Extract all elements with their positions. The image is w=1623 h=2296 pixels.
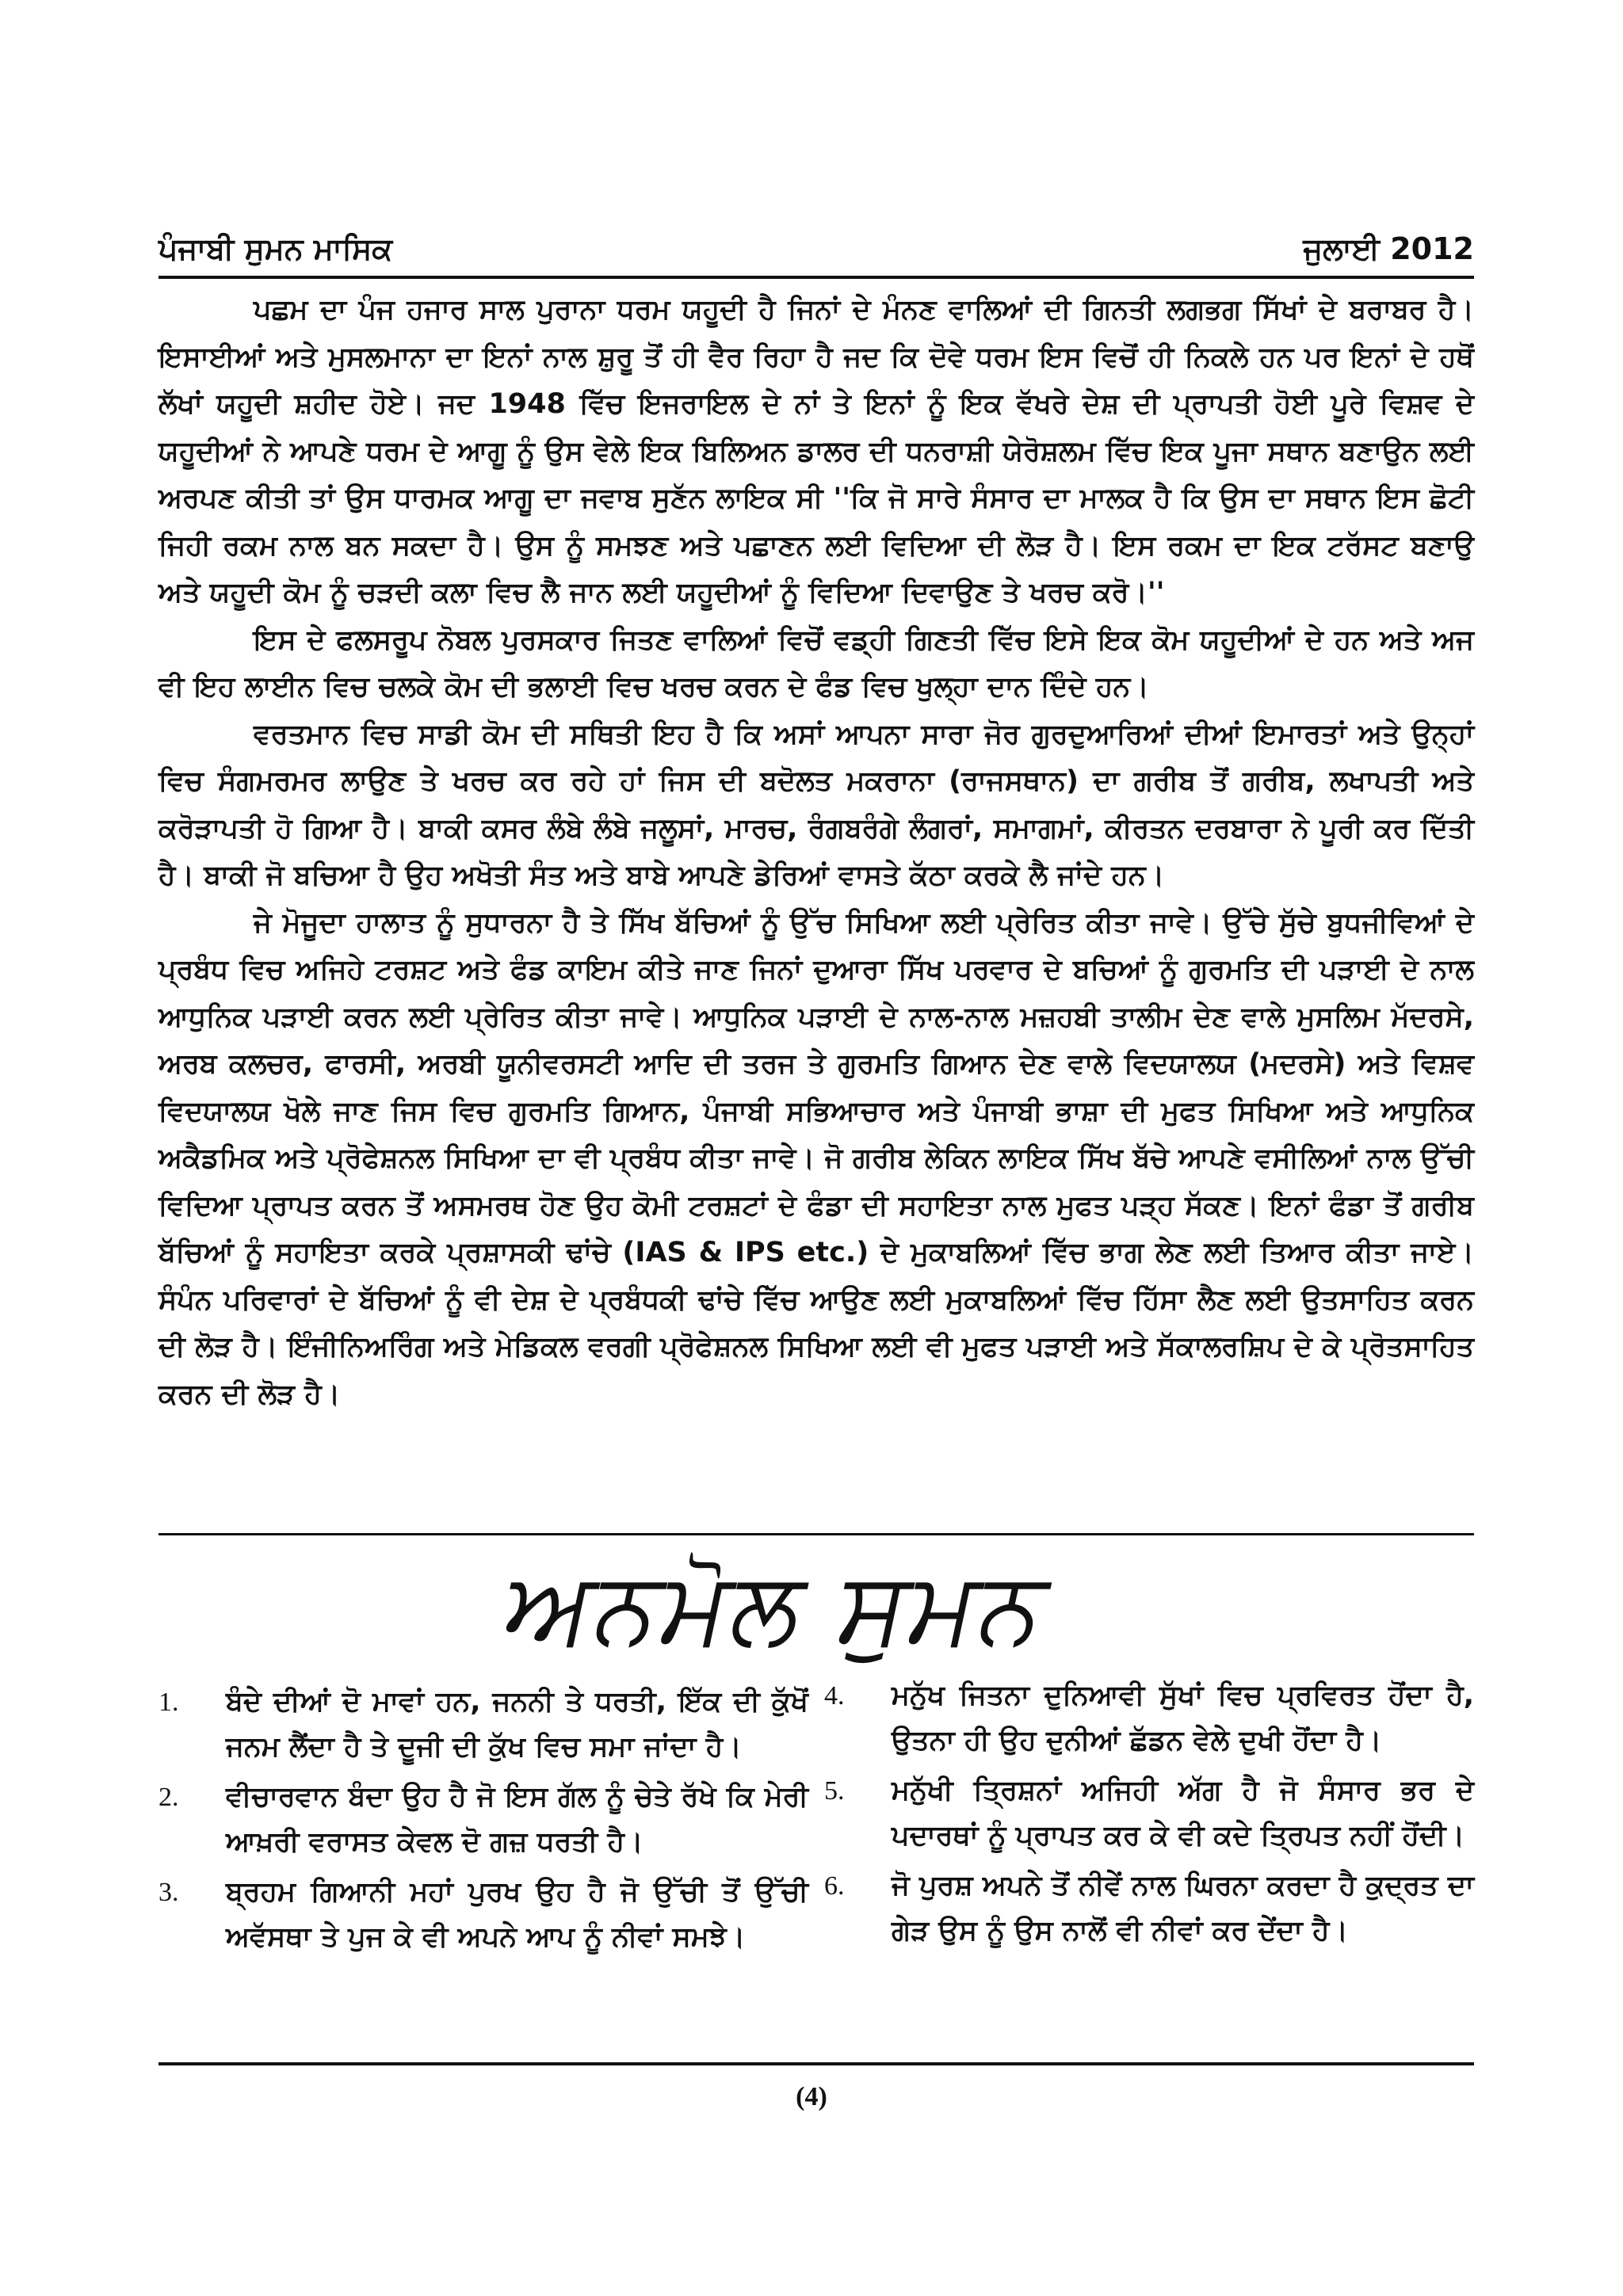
list-item-number: 6. bbox=[824, 1871, 845, 1901]
list-item bbox=[158, 1870, 808, 1960]
list-item-text: ਬ੍ਰਹਮ ਗਿਆਨੀ ਮਹਾਂ ਪੁਰਖ ਉਹ ਹੈ ਜੋ ਉੱਚੀ ਤੋਂ ਉੱਚੀ ਅਵੱਸਥਾ ਤੇ ਪੁਜ ਕੇ ਵੀ ਅਪਨੇ ਆਪ ਨੂੰ ਨੀਵਾਂ ਸਮਝੇ। bbox=[226, 1876, 808, 1953]
list-item-text: ਮਨੁੱਖ ਜਿਤਨਾ ਦੁਨਿਆਵੀ ਸੁੱਖਾਂ ਵਿਚ ਪ੍ਰਵਿਰਤ ਹੋਂਦਾ ਹੈ, ਉਤਨਾ ਹੀ ਉਹ ਦੁਨੀਆਂ ਛੱਡਨ ਵੇਲੇ ਦੁਖੀ ਹੋਂਦਾ ਹੈ। bbox=[892, 1680, 1474, 1756]
header-rule bbox=[158, 276, 1474, 279]
list-item bbox=[824, 1863, 1474, 1954]
paragraph-1: ਪਛਮ ਦਾ ਪੰਜ ਹਜਾਰ ਸਾਲ ਪੁਰਾਨਾ ਧਰਮ ਯਹੂਦੀ ਹੈ ਜਿਨਾਂ ਦੇ ਮੰਨਣ ਵਾਲਿਆਂ ਦੀ ਗਿਨਤੀ ਲਗਭਗ ਸਿੱਖਾਂ ਦੇ ਬਰਾਬਰ ਹੈ। ਇਸਾਈਆਂ ਅਤੇ ਮੁਸਲਮਾਨਾ ਦਾ ਇਨਾਂ ਨਾਲ ਸ਼ੁਰੂ ਤੋਂ ਹੀ ਵੈਰ ਰਿਹਾ ਹੈ ਜਦ ਕਿ ਦੋਵੇ ਧਰਮ ਇਸ ਵਿਚੋਂ ਹੀ ਨਿਕਲੇ ਹਨ ਪਰ ਇਨਾਂ ਦੇ ਹਥੋਂ ਲੱਖਾਂ ਯਹੂਦੀ ਸ਼ਹੀਦ ਹੋਏ। ਜਦ 1948 ਵਿੱਚ ਇਜਰਾਇਲ ਦੇ ਨਾਂ ਤੇ ਇਨਾਂ ਨੂੰ ਇਕ ਵੱਖਰੇ ਦੇਸ਼ ਦੀ ਪ੍ਰਾਪਤੀ ਹੋਈ ਪੂਰੇ ਵਿਸ਼ਵ ਦੇ ਯਹੂਦੀਆਂ ਨੇ ਆਪਣੇ ਧਰਮ ਦੇ ਆਗੂ ਨੂੰ ਉਸ ਵੇਲੇ ਇਕ ਬਿਲਿਅਨ ਡਾਲਰ ਦੀ ਧਨਰਾਸ਼ੀ ਯੇਰੋਸ਼ਲਮ ਵਿੱਚ ਇਕ ਪੂਜਾ ਸਥਾਨ ਬਣਾਉਨ ਲਈ ਅਰਪਣ ਕੀਤੀ ਤਾਂ ਉਸ ਧਾਰਮਕ ਆਗੂ ਦਾ ਜਵਾਬ ਸੁਣੱਨ ਲਾਇਕ ਸੀ ''ਕਿ ਜੋ ਸਾਰੇ ਸੰਸਾਰ ਦਾ ਮਾਲਕ ਹੈ ਕਿ ਉਸ ਦਾ ਸਥਾਨ ਇਸ ਛੋਟੀ ਜਿਹੀ ਰਕਮ ਨਾਲ ਬਨ ਸਕਦਾ ਹੈ। ਉਸ ਨੂੰ ਸਮਝਣ ਅਤੇ ਪਛਾਣਨ ਲਈ ਵਿਦਿਆ ਦੀ ਲੋੜ ਹੈ। ਇਸ ਰਕਮ ਦਾ ਇਕ ਟਰੱਸਟ ਬਣਾਉ ਅਤੇ ਯਹੂਦੀ ਕੋਮ ਨੂੰ ਚੜਦੀ ਕਲਾ ਵਿਚ ਲੈ ਜਾਨ ਲਈ ਯਹੂਦੀਆਂ ਨੂੰ ਵਿਦਿਆ ਦਿਵਾਉਣ ਤੇ ਖਰਚ ਕਰੋ।'' bbox=[158, 294, 1474, 608]
list-item-number: 3. bbox=[158, 1878, 179, 1907]
footer-rule bbox=[158, 2062, 1474, 2065]
article-body bbox=[158, 287, 1474, 1418]
section-heading bbox=[475, 1541, 1078, 1676]
list-item-text: ਵੀਚਾਰਵਾਨ ਬੰਦਾ ਉਹ ਹੈ ਜੋ ਇਸ ਗੱਲ ਨੂੰ ਚੇਤੇ ਰੱਖੇ ਕਿ ਮੇਰੀ ਆਖ਼ਰੀ ਵਰਾਸਤ ਕੇਵਲ ਦੋ ਗਜ਼ ਧਰਤੀ ਹੈ। bbox=[226, 1781, 808, 1858]
list-item bbox=[824, 1673, 1474, 1764]
section-divider bbox=[158, 1533, 1474, 1535]
paragraph-3: ਵਰਤਮਾਨ ਵਿਚ ਸਾਡੀ ਕੋਮ ਦੀ ਸਥਿਤੀ ਇਹ ਹੈ ਕਿ ਅਸਾਂ ਆਪਨਾ ਸਾਰਾ ਜੋਰ ਗੁਰਦੁਆਰਿਆਂ ਦੀਆਂ ਇਮਾਰਤਾਂ ਅਤੇ ਉਨ੍ਹਾਂ ਵਿਚ ਸੰਗਮਰਮਰ ਲਾਉਣ ਤੇ ਖਰਚ ਕਰ ਰਹੇ ਹਾਂ ਜਿਸ ਦੀ ਬਦੋਲਤ ਮਕਰਾਨਾ (ਰਾਜਸਥਾਨ) ਦਾ ਗਰੀਬ ਤੋਂ ਗਰੀਬ, ਲਖਾਪਤੀ ਅਤੇ ਕਰੋੜਾਪਤੀ ਹੋ ਗਿਆ ਹੈ। ਬਾਕੀ ਕਸਰ ਲੰਬੇ ਲੰਬੇ ਜਲੂਸਾਂ, ਮਾਰਚ, ਰੰਗਬਰੰਗੇ ਲੰਗਰਾਂ, ਸਮਾਗਮਾਂ, ਕੀਰਤਨ ਦਰਬਾਰਾ ਨੇ ਪੂਰੀ ਕਰ ਦਿੱਤੀ ਹੈ। ਬਾਕੀ ਜੋ ਬਚਿਆ ਹੈ ਉਹ ਅਖੋਤੀ ਸੰਤ ਅਤੇ ਬਾਬੇ ਆਪਣੇ ਡੇਰਿਆਂ ਵਾਸਤੇ ਕੱਠਾ ਕਰਕੇ ਲੈ ਜਾਂਦੇ ਹਨ। bbox=[158, 718, 1474, 891]
list-item-text: ਮਨੁੱਖੀ ਤ੍ਰਿਸ਼ਨਾਂ ਅਜਿਹੀ ਅੱਗ ਹੈ ਜੋ ਸੰਸਾਰ ਭਰ ਦੇ ਪਦਾਰਥਾਂ ਨੂੰ ਪ੍ਰਾਪਤ ਕਰ ਕੇ ਵੀ ਕਦੇ ਤ੍ਰਿਪਤ ਨਹੀਂ ਹੋਂਦੀ। bbox=[892, 1775, 1474, 1852]
paragraph-2: ਇਸ ਦੇ ਫਲਸਰੂਪ ਨੋਬਲ ਪੁਰਸਕਾਰ ਜਿਤਣ ਵਾਲਿਆਂ ਵਿਚੋਂ ਵਡ਼੍ਹੀ ਗਿਣਤੀ ਵਿੱਚ ਇਸੇ ਇਕ ਕੋਮ ਯਹੂਦੀਆਂ ਦੇ ਹਨ ਅਤੇ ਅਜ ਵੀ ਇਹ ਲਾਈਨ ਵਿਚ ਚਲਕੇ ਕੋਮ ਦੀ ਭਲਾਈ ਵਿਚ ਖਰਚ ਕਰਨ ਦੇ ਫੰਡ ਵਿਚ ਖੁਲ੍ਹਾ ਦਾਨ ਦਿੰਦੇ ਹਨ। bbox=[158, 624, 1474, 703]
paragraph-4: ਜੇ ਮੋਜੂਦਾ ਹਾਲਾਤ ਨੂੰ ਸੁਧਾਰਨਾ ਹੈ ਤੇ ਸਿੱਖ ਬੱਚਿਆਂ ਨੂੰ ਉੱਚ ਸਿਖਿਆ ਲਈ ਪ੍ਰੇਰਿਤ ਕੀਤਾ ਜਾਵੇ। ਉੱਚੇ ਸੁੱਚੇ ਬੁਧਜੀਵਿਆਂ ਦੇ ਪ੍ਰਬੰਧ ਵਿਚ ਅਜਿਹੇ ਟਰਸ਼ਟ ਅਤੇ ਫੰਡ ਕਾਇਮ ਕੀਤੇ ਜਾਣ ਜਿਨਾਂ ਦੁਆਰਾ ਸਿੱਖ ਪਰਵਾਰ ਦੇ ਬਚਿਆਂ ਨੂੰ ਗੁਰਮਤਿ ਦੀ ਪੜਾਈ ਦੇ ਨਾਲ ਆਧੁਨਿਕ ਪੜਾਈ ਕਰਨ ਲਈ ਪ੍ਰੇਰਿਤ ਕੀਤਾ ਜਾਵੇ। ਆਧੁਨਿਕ ਪੜਾਈ ਦੇ ਨਾਲ-ਨਾਲ ਮਜ਼ਹਬੀ ਤਾਲੀਮ ਦੇਣ ਵਾਲੇ ਮੁਸਲਿਮ ਮੱਦਰਸੇ, ਅਰਬ ਕਲਚਰ, ਫਾਰਸੀ, ਅਰਬੀ ਯੂਨੀਵਰਸਟੀ ਆਦਿ ਦੀ ਤਰਜ ਤੇ ਗੁਰਮਤਿ ਗਿਆਨ ਦੇਣ ਵਾਲੇ ਵਿਦਯਾਲਯ (ਮਦਰਸੇ) ਅਤੇ ਵਿਸ਼ਵ ਵਿਦਯਾਲਯ ਖੋਲੇ ਜਾਣ ਜਿਸ ਵਿਚ ਗੁਰਮਤਿ ਗਿਆਨ, ਪੰਜਾਬੀ ਸਭਿਆਚਾਰ ਅਤੇ ਪੰਜਾਬੀ ਭਾਸ਼ਾ ਦੀ ਮੁਫਤ ਸਿਖਿਆ ਅਤੇ ਆਧੁਨਿਕ ਅਕੈਡਮਿਕ ਅਤੇ ਪ੍ਰੋਫੇਸ਼ਨਲ ਸਿਖਿਆ ਦਾ ਵੀ ਪ੍ਰਬੰਧ ਕੀਤਾ ਜਾਵੇ। ਜੋ ਗਰੀਬ ਲੇਕਿਨ ਲਾਇਕ ਸਿੱਖ ਬੱਚੇ ਆਪਣੇ ਵਸੀਲਿਆਂ ਨਾਲ ਉੱਚੀ ਵਿਦਿਆ ਪ੍ਰਾਪਤ ਕਰਨ ਤੋਂ ਅਸਮਰਥ ਹੋਣ ਉਹ ਕੋਮੀ ਟਰਸ਼ਟਾਂ ਦੇ ਫੰਡਾ ਦੀ ਸਹਾਇਤਾ ਨਾਲ ਮੁਫਤ ਪੜ੍ਹ ਸੱਕਣ। ਇਨਾਂ ਫੰਡਾ ਤੋਂ ਗਰੀਬ ਬੱਚਿਆਂ ਨੂੰ ਸਹਾਇਤਾ ਕਰਕੇ ਪ੍ਰਸ਼ਾਸਕੀ ਢਾਂਚੇ (IAS & IPS etc.) ਦੇ ਮੁਕਾਬਲਿਆਂ ਵਿੱਚ ਭਾਗ ਲੇਣ ਲਈ ਤਿਆਰ ਕੀਤਾ ਜਾਏ। ਸੰਪੰਨ ਪਰਿਵਾਰਾਂ ਦੇ ਬੱਚਿਆਂ ਨੂੰ ਵੀ ਦੇਸ਼ ਦੇ ਪ੍ਰਬੰਧਕੀ ਢਾਂਚੇ ਵਿੱਚ ਆਉਣ ਲਈ ਮੁਕਾਬਲਿਆਂ ਵਿੱਚ ਹਿੱਸਾ ਲੈਣ ਲਈ ਉਤਸਾਹਿਤ ਕਰਨ ਦੀ ਲੋੜ ਹੈ। ਇੰਜੀਨਿਅਰਿੰਗ ਅਤੇ ਮੇਡਿਕਲ ਵਰਗੀ ਪ੍ਰੋਫੇਸ਼ਨਲ ਸਿਖਿਆ ਲਈ ਵੀ ਮੁਫਤ ਪੜਾਈ ਅਤੇ ਸੱਕਾਲਰਸ਼ਿਪ ਦੇ ਕੇ ਪ੍ਰੋਤਸਾਹਿਤ ਕਰਨ ਦੀ ਲੋੜ ਹੈ। bbox=[158, 906, 1474, 1410]
list-item-text: ਜੋ ਪੁਰਸ਼ ਅਪਨੇ ਤੋਂ ਨੀਵੇਂ ਨਾਲ ਘਿਰਨਾ ਕਰਦਾ ਹੈ ਕੁਦ੍ਰਤ ਦਾ ਗੇੜ ਉਸ ਨੂੰ ਉਸ ਨਾਲੋਂ ਵੀ ਨੀਵਾਂ ਕਰ ਦੇਂਦਾ ਹੈ। bbox=[892, 1870, 1474, 1947]
list-item bbox=[824, 1768, 1474, 1859]
list-item-number: 2. bbox=[158, 1783, 179, 1812]
list-item-text: ਬੰਦੇ ਦੀਆਂ ਦੋ ਮਾਵਾਂ ਹਨ, ਜਨਨੀ ਤੇ ਧਰਤੀ, ਇੱਕ ਦੀ ਕੁੱਖੋਂ ਜਨਮ ਲੈਂਦਾ ਹੈ ਤੇ ਦੂਜੀ ਦੀ ਕੁੱਖ ਵਿਚ ਸਮਾ ਜਾਂਦਾ ਹੈ। bbox=[226, 1686, 808, 1763]
quotes-list-right bbox=[824, 1673, 1474, 1958]
list-item-number: 5. bbox=[824, 1776, 845, 1806]
magazine-title: ਪੰਜਾਬੀ ਸੁਮਨ ਮਾਸਿਕ bbox=[158, 231, 393, 266]
section-heading-text: ਅਨਮੋਲ ਸੁਮਨ bbox=[493, 1549, 1060, 1667]
quotes-list-left bbox=[158, 1680, 808, 1965]
page-number: (4) bbox=[796, 2082, 827, 2111]
list-item-number: 4. bbox=[824, 1681, 845, 1711]
page-header bbox=[158, 231, 1474, 268]
issue-date: ਜੁਲਾਈ 2012 bbox=[1303, 231, 1474, 266]
list-item bbox=[158, 1680, 808, 1770]
list-item bbox=[158, 1775, 808, 1865]
list-item-number: 1. bbox=[158, 1688, 179, 1717]
